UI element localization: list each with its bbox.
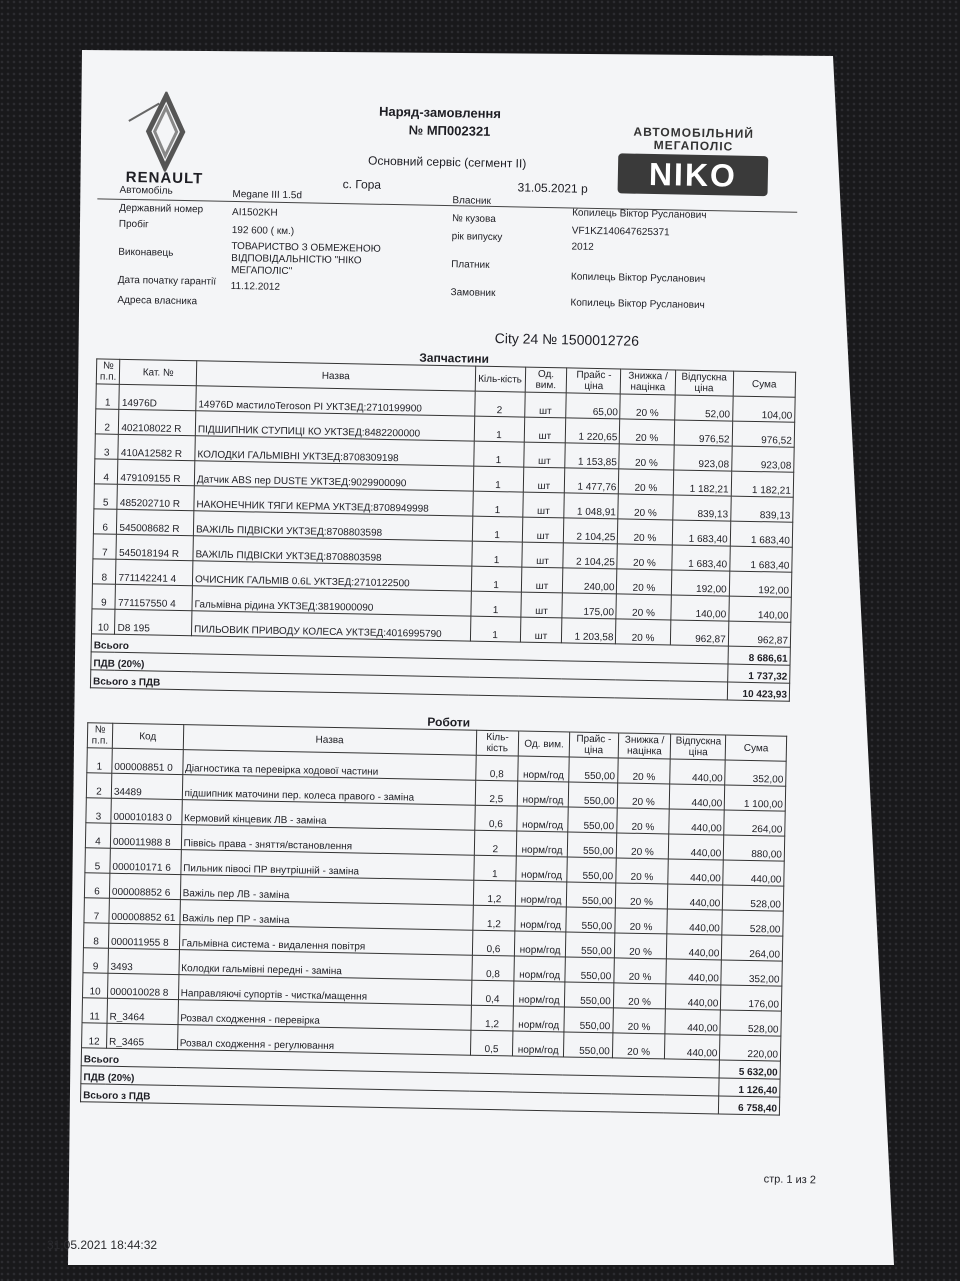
- works-cell: 1,2: [473, 880, 516, 906]
- parts-cell: 1 203,58: [562, 618, 617, 644]
- parts-cell: 1: [470, 616, 520, 642]
- works-cell: Розвал сходження - перевірка: [178, 1000, 471, 1031]
- parts-cell: ОЧИСНИК ГАЛЬМІВ 0.6L УКТЗЕД:2710122500: [192, 561, 471, 591]
- works-cell: 440,00: [665, 1034, 720, 1060]
- works-cell: 3493: [108, 948, 179, 974]
- works-cell: норм/год: [515, 906, 566, 932]
- works-cell: норм/год: [516, 881, 567, 907]
- parts-cell: 1: [472, 516, 522, 542]
- works-cell: 550,00: [563, 1032, 612, 1058]
- parts-col-cat: Кат. №: [120, 359, 197, 385]
- parts-cell: ВАЖІЛЬ ПІДВІСКИ УКТЗЕД:8708803598: [193, 536, 472, 566]
- works-cell: Важіль пер ПР - заміна: [180, 900, 473, 931]
- works-col-qty: Кіль-кість: [476, 730, 519, 756]
- works-cell: 11: [82, 998, 107, 1023]
- parts-cell: 2: [95, 409, 119, 434]
- parts-total-value: 1 737,32: [727, 664, 790, 683]
- works-cell: 440,00: [723, 860, 784, 886]
- parts-cell: 1: [471, 541, 521, 567]
- parts-cell: ПИЛЬОВИК ПРИВОДУ КОЛЕСА УКТЗЕД:4016995790: [191, 611, 470, 641]
- parts-cell: шт: [524, 417, 566, 443]
- service-segment: Основний сервіс (сегмент II): [367, 153, 527, 171]
- parts-cell: 175,00: [562, 593, 617, 619]
- parts-cell: 1 477,76: [565, 468, 620, 494]
- parts-cell: 20 %: [619, 469, 674, 495]
- works-total-value: 6 758,40: [719, 1096, 780, 1115]
- works-cell: 000008851 0: [112, 748, 183, 774]
- parts-cell: 1 153,85: [565, 443, 620, 469]
- parts-cell: 14976D: [119, 384, 196, 410]
- works-total-label: ПДВ (20%): [81, 1066, 720, 1096]
- parts-cell: 1 220,65: [566, 418, 621, 444]
- renault-wordmark: RENAULT: [125, 168, 204, 188]
- works-cell: 12: [82, 1023, 107, 1048]
- works-cell: 528,00: [723, 885, 784, 911]
- works-cell: 34489: [111, 773, 182, 799]
- works-cell: 2: [474, 830, 517, 856]
- parts-col-name: Назва: [196, 361, 475, 391]
- works-cell: 528,00: [722, 910, 783, 936]
- works-cell: норм/год: [517, 831, 568, 857]
- parts-cell: 6: [93, 509, 117, 534]
- works-cell: 20 %: [617, 783, 670, 809]
- parts-cell: 1: [472, 491, 522, 517]
- works-cell: 550,00: [564, 1007, 613, 1033]
- works-cell: 20 %: [613, 983, 666, 1009]
- works-cell: норм/год: [513, 1031, 564, 1057]
- parts-table: [90, 358, 796, 701]
- parts-cell: 976,52: [732, 421, 795, 447]
- works-cell: 0,5: [470, 1030, 513, 1056]
- works-cell: норм/год: [514, 956, 565, 982]
- parts-cell: 962,87: [728, 621, 791, 647]
- parts-cell: 104,00: [732, 396, 795, 422]
- works-cell: 440,00: [666, 959, 721, 985]
- works-cell: норм/год: [518, 756, 569, 782]
- parts-cell: 192,00: [729, 571, 792, 597]
- parts-total-label: ПДВ (20%): [91, 652, 728, 682]
- works-cell: 0,6: [472, 930, 515, 956]
- parts-cell: шт: [520, 617, 562, 643]
- parts-cell: 2 104,25: [563, 543, 618, 569]
- works-cell: 550,00: [565, 932, 614, 958]
- renault-logo: [110, 91, 222, 188]
- parts-cell: 2 104,25: [564, 518, 619, 544]
- parts-cell: 771142241 4: [116, 559, 193, 585]
- works-cell: 550,00: [569, 757, 618, 783]
- works-cell: 0,8: [472, 955, 515, 981]
- parts-cell: 923,08: [731, 446, 794, 472]
- works-total-label: Всього: [81, 1048, 720, 1078]
- parts-cell: шт: [523, 467, 565, 493]
- parts-cell: 545008682 R: [117, 509, 194, 535]
- parts-cell: Гальмівна рідина УКТЗЕД:3819000090: [192, 586, 471, 616]
- works-cell: 0,8: [475, 755, 518, 781]
- works-cell: 20 %: [614, 933, 667, 959]
- works-cell: 4: [85, 823, 110, 848]
- works-cell: 352,00: [721, 960, 782, 986]
- parts-cell: шт: [521, 542, 563, 568]
- works-cell: 1,2: [472, 905, 515, 931]
- car-value: Megane III 1.5d: [232, 188, 303, 202]
- warranty-label: Дата початку гарантії: [117, 274, 217, 288]
- parts-cell: 20 %: [616, 594, 671, 620]
- works-cell: 550,00: [568, 782, 617, 808]
- parts-cell: 479109155 R: [118, 459, 195, 485]
- works-cell: 440,00: [666, 984, 721, 1010]
- executor-line2: ВІДПОВІДАЛЬНІСТЮ "НІКО: [231, 252, 362, 267]
- works-cell: норм/год: [515, 931, 566, 957]
- parts-cell: 1: [471, 566, 521, 592]
- works-cell: 5: [85, 848, 110, 873]
- parts-cell: 410A12582 R: [118, 434, 195, 460]
- works-cell: 10: [82, 973, 107, 998]
- works-cell: 352,00: [725, 760, 786, 786]
- works-cell: 176,00: [721, 985, 782, 1011]
- customer-label: Замовник: [450, 287, 496, 300]
- works-cell: 20 %: [615, 908, 668, 934]
- works-cell: 0,6: [474, 805, 517, 831]
- works-cell: 528,00: [720, 1010, 781, 1036]
- parts-cell: 839,13: [672, 495, 731, 521]
- works-cell: 440,00: [669, 834, 724, 860]
- works-col-num: № п.п.: [87, 723, 112, 748]
- parts-total-value: 10 423,93: [727, 682, 790, 701]
- works-cell: 1 100,00: [725, 785, 786, 811]
- parts-cell: 9: [92, 584, 116, 609]
- parts-col-unit: Од. вим.: [525, 367, 567, 393]
- mileage-label: Пробіг: [118, 218, 149, 231]
- parts-col-sum: Сума: [733, 371, 796, 397]
- order-date: 31.05.2021 р: [517, 180, 588, 196]
- work-order-document: [58, 60, 840, 1224]
- parts-cell: 1 182,21: [673, 470, 732, 496]
- parts-col-discount: Знижка / націнка: [621, 369, 676, 395]
- works-cell: 550,00: [565, 957, 614, 983]
- parts-cell: 140,00: [670, 595, 729, 621]
- works-total-value: 1 126,40: [719, 1078, 780, 1097]
- works-cell: норм/год: [518, 781, 569, 807]
- parts-cell: шт: [522, 517, 564, 543]
- works-cell: 1: [87, 748, 112, 773]
- works-cell: 0,4: [471, 980, 514, 1006]
- works-cell: 000008852 6: [109, 873, 180, 899]
- parts-cell: КОЛОДКИ ГАЛЬМІВНІ УКТЗЕД:8708309198: [195, 436, 474, 466]
- plate-value: AI1502KH: [231, 206, 278, 219]
- city-number: City 24 № 1500012726: [494, 330, 640, 349]
- works-cell: 880,00: [724, 835, 785, 861]
- works-title: Роботи: [427, 714, 471, 730]
- parts-cell: 20 %: [620, 419, 675, 445]
- plate-label: Державний номер: [119, 202, 204, 216]
- works-cell: підшипник маточини пер. колеса правого - заміна: [182, 775, 475, 806]
- works-cell: 264,00: [722, 935, 783, 961]
- parts-cell: 923,08: [673, 445, 732, 471]
- works-cell: 000011988 8: [110, 823, 181, 849]
- works-col-name: Назва: [183, 725, 476, 756]
- parts-cell: 4: [94, 459, 118, 484]
- works-cell: 2: [86, 773, 111, 798]
- executor-label: Виконавець: [118, 246, 174, 259]
- works-cell: 20 %: [612, 1033, 665, 1059]
- works-cell: 20 %: [613, 1008, 666, 1034]
- payer-label: Платник: [451, 259, 490, 271]
- works-cell: Діагностика та перевірка ходової частини: [182, 750, 475, 781]
- address-label: Адреса власника: [117, 294, 198, 308]
- customer-value: Копилець Віктор Русланович: [570, 297, 705, 312]
- parts-rows: [91, 384, 795, 647]
- parts-cell: 20 %: [617, 544, 672, 570]
- works-cell: Колодки гальмівні передні - заміна: [179, 950, 472, 981]
- works-col-net: Відпускна ціна: [671, 734, 726, 760]
- parts-cell: шт: [523, 442, 565, 468]
- works-cell: 440,00: [670, 784, 725, 810]
- vin-label: № кузова: [451, 213, 496, 226]
- warranty-value: 11.12.2012: [230, 280, 281, 293]
- works-cell: 20 %: [616, 858, 669, 884]
- parts-cell: НАКОНЕЧНИК ТЯГИ КЕРМА УКТЗЕД:8708949998: [194, 486, 473, 516]
- year-value: 2012: [571, 241, 594, 253]
- page-number: стр. 1 из 2: [763, 1173, 817, 1187]
- parts-cell: 485202710 R: [117, 484, 194, 510]
- parts-cell: 7: [93, 534, 117, 559]
- niko-logo-line1: АВТОМОБІЛЬНИЙ: [633, 124, 755, 141]
- parts-cell: шт: [522, 492, 564, 518]
- car-label: Автомобіль: [119, 184, 173, 197]
- parts-cell: 1: [470, 591, 520, 617]
- parts-cell: шт: [521, 567, 563, 593]
- works-cell: 1: [473, 855, 516, 881]
- works-cell: 000010171 6: [110, 848, 181, 874]
- parts-cell: 1: [96, 384, 120, 409]
- parts-total-value: 8 686,61: [728, 646, 791, 665]
- owner-label: Власник: [452, 195, 492, 207]
- payer-value: Копилець Віктор Русланович: [570, 271, 706, 286]
- works-table: [80, 722, 787, 1115]
- works-cell: 550,00: [567, 857, 616, 883]
- parts-cell: 1 683,40: [671, 545, 730, 571]
- parts-col-qty: Кіль-кість: [475, 366, 525, 392]
- parts-cell: 1 683,40: [730, 546, 793, 572]
- parts-cell: 20 %: [617, 569, 672, 595]
- executor-line3: МЕГАПОЛІС": [230, 264, 293, 278]
- mileage-value: 192 600 ( км.): [231, 224, 295, 238]
- works-cell: 440,00: [667, 909, 722, 935]
- parts-cell: 1 683,40: [730, 521, 793, 547]
- works-cell: 3: [86, 798, 111, 823]
- year-label: рік випуску: [451, 231, 503, 244]
- niko-logo-line2: МЕГАПОЛІС: [653, 138, 734, 154]
- works-cell: 550,00: [566, 882, 615, 908]
- works-cell: 440,00: [668, 859, 723, 885]
- works-cell: 000010028 8: [107, 973, 178, 999]
- parts-cell: Датчик ABS пер DUSTE УКТЗЕД:9029900090: [194, 461, 473, 491]
- parts-cell: 240,00: [563, 568, 618, 594]
- works-cell: 264,00: [724, 810, 785, 836]
- executor-line1: ТОВАРИСТВО З ОБМЕЖЕНОЮ: [231, 240, 381, 255]
- parts-col-price: Прайс - ціна: [567, 368, 622, 394]
- parts-cell: 52,00: [674, 395, 733, 421]
- works-cell: 20 %: [614, 958, 667, 984]
- works-cell: 2,5: [475, 780, 518, 806]
- works-cell: Направляючі супортів - чистка/мащення: [178, 975, 471, 1006]
- niko-logo-brand: NIKO: [618, 153, 769, 196]
- parts-total-label: Всього з ПДВ: [90, 670, 727, 700]
- works-cell: 440,00: [668, 884, 723, 910]
- parts-cell: 1 048,91: [564, 493, 619, 519]
- works-cell: 6: [84, 873, 109, 898]
- works-col-price: Прайс - ціна: [569, 732, 618, 758]
- works-cell: 20 %: [617, 758, 670, 784]
- works-cell: Гальмівна система - видалення повітря: [179, 925, 472, 956]
- works-cell: 220,00: [720, 1035, 781, 1061]
- parts-cell: 3: [95, 434, 119, 459]
- works-col-code: Код: [112, 723, 183, 749]
- niko-logo: [617, 125, 769, 208]
- owner-value: Копилець Віктор Русланович: [572, 207, 707, 222]
- parts-cell: шт: [524, 392, 566, 418]
- works-rows: [82, 748, 787, 1061]
- works-cell: 20 %: [616, 808, 669, 834]
- order-place: с. Гора: [342, 177, 382, 192]
- parts-cell: ВАЖІЛЬ ПІДВІСКИ УКТЗЕД:8708803598: [193, 511, 472, 541]
- order-title: Наряд-замовлення: [378, 103, 502, 122]
- order-number: № МП002321: [408, 122, 491, 139]
- works-cell: R_3464: [107, 998, 178, 1024]
- works-cell: 7: [84, 898, 109, 923]
- works-cell: 550,00: [568, 807, 617, 833]
- parts-cell: D8 195: [115, 609, 192, 635]
- works-cell: Кермовий кінцевик ЛВ - заміна: [181, 800, 474, 831]
- works-cell: 20 %: [616, 833, 669, 859]
- parts-cell: 5: [94, 484, 118, 509]
- works-cell: 440,00: [667, 934, 722, 960]
- parts-cell: ПІДШИПНИК СТУПИЦІ КО УКТЗЕД:8482200000: [195, 411, 474, 441]
- works-cell: норм/год: [513, 1006, 564, 1032]
- parts-col-num: № п.п.: [96, 359, 120, 384]
- works-cell: R_3465: [106, 1023, 177, 1049]
- works-cell: Піввісь права - зняття/встановлення: [181, 825, 474, 856]
- works-cell: 000010183 0: [111, 798, 182, 824]
- works-cell: 000011955 8: [108, 923, 179, 949]
- works-cell: норм/год: [514, 981, 565, 1007]
- works-cell: 550,00: [567, 832, 616, 858]
- parts-cell: 545018194 R: [116, 534, 193, 560]
- parts-cell: 839,13: [730, 496, 793, 522]
- works-cell: Важіль пер ЛВ - заміна: [180, 875, 473, 906]
- parts-total-label: Всього: [91, 634, 728, 664]
- works-cell: 8: [83, 923, 108, 948]
- works-cell: 000008852 61: [109, 898, 180, 924]
- works-cell: 550,00: [566, 907, 615, 933]
- parts-col-net: Відпускна ціна: [675, 370, 734, 396]
- works-cell: 440,00: [669, 809, 724, 835]
- works-cell: Пильник півосі ПР внутрішній - заміна: [181, 850, 474, 881]
- parts-cell: 2: [474, 391, 524, 417]
- vin-value: VF1KZ140647625371: [571, 225, 670, 239]
- works-cell: 440,00: [665, 1009, 720, 1035]
- parts-cell: 8: [92, 559, 116, 584]
- parts-cell: 962,87: [670, 620, 729, 646]
- renault-diamond-icon: [110, 91, 222, 173]
- works-total-value: 5 632,00: [719, 1060, 780, 1079]
- parts-cell: 771157550 4: [115, 584, 192, 610]
- parts-cell: 1: [473, 441, 523, 467]
- works-col-discount: Знижка / націнка: [618, 733, 671, 759]
- works-cell: 20 %: [615, 883, 668, 909]
- parts-cell: 20 %: [618, 519, 673, 545]
- works-total-label: Всього з ПДВ: [81, 1084, 720, 1114]
- parts-cell: 20 %: [619, 444, 674, 470]
- works-cell: норм/год: [517, 806, 568, 832]
- print-timestamp: 31.05.2021 18:44:32: [47, 1238, 158, 1252]
- parts-cell: 1: [474, 416, 524, 442]
- parts-cell: 140,00: [729, 596, 792, 622]
- parts-cell: 20 %: [616, 619, 671, 645]
- works-cell: 9: [83, 948, 108, 973]
- parts-cell: 402108022 R: [119, 409, 196, 435]
- parts-cell: шт: [520, 592, 562, 618]
- parts-cell: 65,00: [566, 393, 621, 419]
- works-cell: норм/год: [516, 856, 567, 882]
- works-col-unit: Од. вим.: [519, 731, 570, 757]
- parts-cell: 976,52: [674, 420, 733, 446]
- works-cell: 550,00: [564, 982, 613, 1008]
- parts-title: Запчастини: [419, 350, 490, 366]
- parts-cell: 14976D мастилоTeroson PI УКТЗЕД:2710199900: [196, 386, 475, 416]
- parts-cell: 1 683,40: [672, 520, 731, 546]
- works-cell: 440,00: [670, 759, 725, 785]
- parts-cell: 192,00: [671, 570, 730, 596]
- works-col-sum: Сума: [726, 735, 787, 761]
- parts-cell: 10: [91, 609, 115, 634]
- parts-cell: 1 182,21: [731, 471, 794, 497]
- parts-cell: 20 %: [620, 394, 675, 420]
- works-cell: 1,2: [471, 1005, 514, 1031]
- parts-cell: 1: [473, 466, 523, 492]
- parts-cell: 20 %: [618, 494, 673, 520]
- works-cell: Розвал сходження - регулювання: [177, 1025, 470, 1056]
